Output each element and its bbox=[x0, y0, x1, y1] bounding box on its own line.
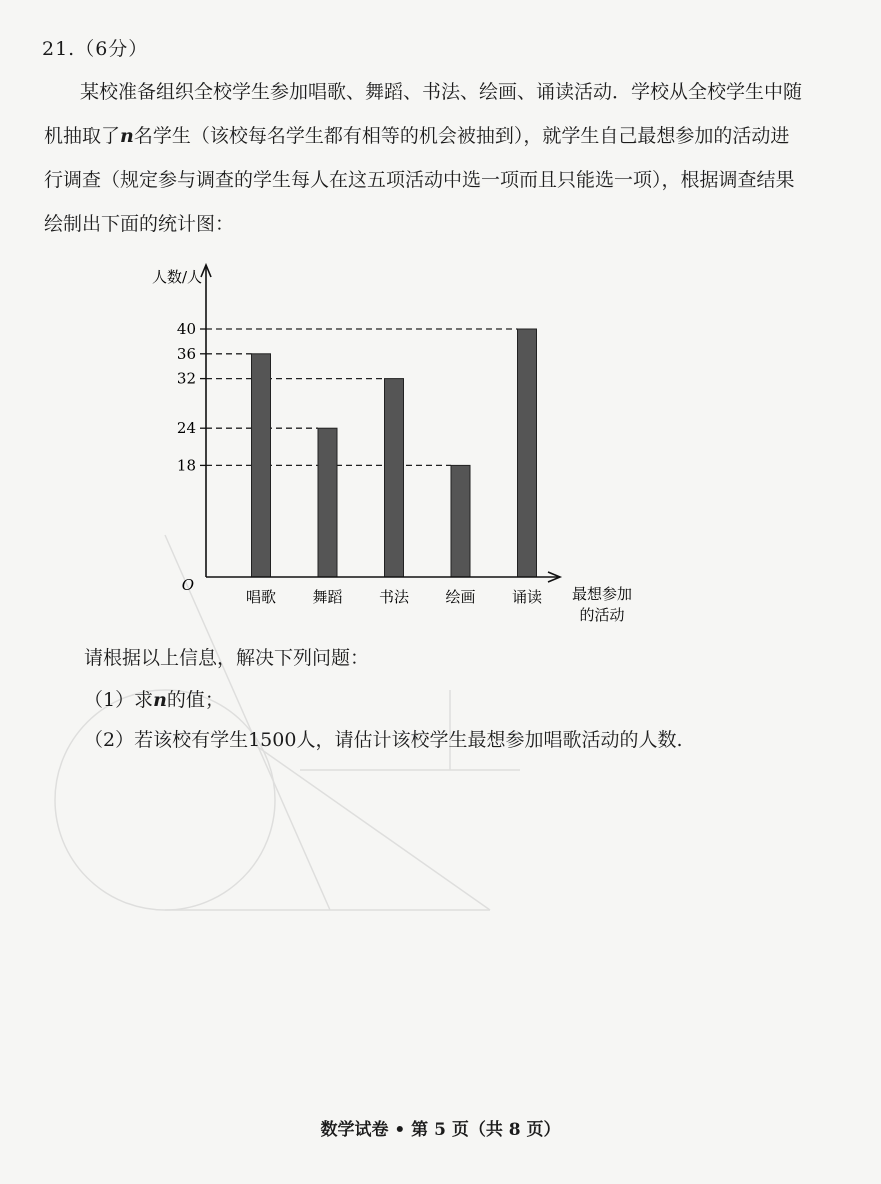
bar-1 bbox=[252, 354, 271, 577]
bar-3 bbox=[385, 379, 404, 577]
stem-line-1: 某校准备组织全校学生参加唱歌、舞蹈、书法、绘画、诵读活动．学校从全校学生中随 bbox=[80, 81, 803, 103]
bar-4 bbox=[451, 465, 470, 577]
sub-question-2: （2）若该校有学生1500人，请估计该校学生最想参加唱歌活动的人数. bbox=[84, 729, 683, 751]
bar-2 bbox=[318, 428, 337, 577]
stem-line-3: 行调查（规定参与调查的学生每人在这五项活动中选一项而且只能选一项），根据调查结果 bbox=[44, 169, 795, 191]
page-footer: 数学试卷 • 第 5 页（共 8 页） bbox=[320, 1120, 561, 1140]
category-label-5: 诵读 bbox=[511, 588, 543, 606]
stem-line-2: 机抽取了n名学生（该校每名学生都有相等的机会被抽到），就学生自己最想参加的活动进 bbox=[44, 125, 790, 147]
origin-label: O bbox=[181, 576, 194, 594]
question-number: 21.（6分） bbox=[42, 38, 149, 60]
category-label-4: 绘画 bbox=[445, 588, 476, 606]
ytick-label-40: 40 bbox=[176, 320, 196, 338]
bar-5 bbox=[518, 329, 537, 577]
x-axis-label-line-2: 的活动 bbox=[579, 606, 625, 624]
sub-question-1: （1）求n的值； bbox=[84, 689, 224, 711]
ytick-label-36: 36 bbox=[176, 344, 196, 363]
ytick-label-32: 32 bbox=[176, 369, 196, 388]
y-axis-label: 人数/人 bbox=[151, 268, 202, 286]
category-label-2: 舞蹈 bbox=[312, 588, 343, 606]
instruction: 请根据以上信息，解决下列问题： bbox=[84, 647, 370, 669]
category-label-1: 唱歌 bbox=[245, 588, 277, 606]
stem-line-4: 绘制出下面的统计图： bbox=[44, 213, 235, 235]
question-stem bbox=[44, 70, 834, 246]
bar-chart bbox=[140, 255, 660, 635]
ytick-label-18: 18 bbox=[176, 456, 196, 475]
ytick-label-24: 24 bbox=[176, 419, 196, 438]
category-label-3: 书法 bbox=[378, 588, 410, 606]
x-axis-label-line-1: 最想参加 bbox=[571, 585, 633, 603]
variable-n: n bbox=[120, 125, 134, 147]
